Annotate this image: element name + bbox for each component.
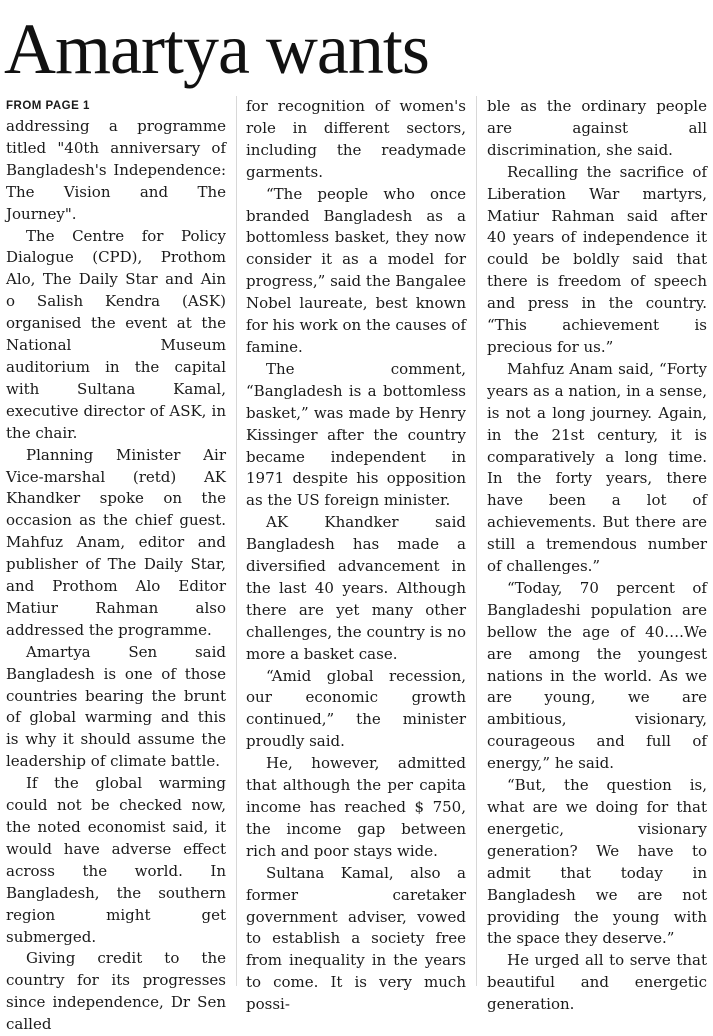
article-column-1 [6,116,226,1036]
paragraph: The Centre for Policy Dialogue (CPD), Prothom Alo, The Daily Star and Ain o Salish Kendra (ASK) organised the event at the National Museum auditorium in the capital with Sultana Kamal, executive director of ASK, in the chair. [6,226,226,442]
article-column-3 [487,96,707,1016]
paragraph: Amartya Sen said Bangladesh is one of those countries bearing the brunt of global warming and this is why it should assume the leadership of climate battle. [6,642,226,771]
paragraph: addressing a programme titled "40th anniversary of Bangladesh's Independence: The Vision and The Journey". [6,117,226,223]
paragraph: He urged all to serve that beautiful and energetic generation. [487,951,707,1014]
paragraph: If the global warming could not be checked now, the noted economist said, it would have adverse effect across the world. In Bangladesh, the southern region might get submerged. [6,774,226,946]
column-divider [476,96,477,986]
paragraph: Giving credit to the country for its progresses since independence, Dr Sen called [6,949,226,1034]
paragraph: The comment, “Bangladesh is a bottomless basket,” was made by Henry Kissinger after the country became independent in 1971 despite his opposition as the US foreign minister. [246,359,466,510]
headline: Amartya wants [4,9,429,89]
paragraph: Planning Minister Air Vice-marshal (retd) AK Khandker spoke on the occasion as the chief guest. Mahfuz Anam, editor and publisher of The Daily Star, and Prothom Alo Editor Matiur Rahman also addressed the programme. [6,445,226,639]
paragraph: “Today, 70 percent of Bangladeshi population are bellow the age of 40….We are among the youngest nations in the world. As we are young, we are ambitious, visionary, courageous and full of energy,” he said. [487,578,707,773]
paragraph: for recognition of women's role in different sectors, including the readymade garments. [246,97,466,181]
paragraph: He, however, admitted that although the per capita income has reached $ 750, the income gap between rich and poor stays wide. [246,754,466,860]
paragraph: AK Khandker said Bangladesh has made a diversified advancement in the last 40 years. Although there are yet many other challenges, the country is no more a basket case. [246,513,466,663]
paragraph: “Amid global recession, our economic growth continued,” the minister proudly said. [246,666,466,751]
jump-label: FROM PAGE 1 [6,100,90,112]
paragraph: Recalling the sacrifice of Liberation War martyrs, Matiur Rahman said after 40 years of independence it could be boldly said that there is freedom of speech and press in the country. “This achievement is precious for us.” [487,162,707,356]
article-column-2 [246,96,466,1016]
paragraph: “The people who once branded Bangladesh as a bottomless basket, they now consider it as a model for progress,” said the Bangalee Nobel laureate, best known for his work on the causes of famine. [246,184,466,356]
paragraph: ble as the ordinary people are against all discrimination, she said. [487,97,707,159]
paragraph: Mahfuz Anam said, “Forty years as a nation, in a sense, is not a long journey. Again, in the 21st century, it is comparatively a long time. In the forty years, there have been a lot of achievements. But there are still a tremendous number of challenges.” [487,359,707,576]
column-divider [236,96,237,986]
paragraph: “But, the question is, what are we doing for that energetic, visionary generation? We have to admit that today in Bangladesh we are not providing the young with the space they deserve.” [487,776,707,948]
paragraph: Sultana Kamal, also a former caretaker government adviser, vowed to establish a society free from inequality in the years to come. It is very much possi- [246,863,466,1014]
